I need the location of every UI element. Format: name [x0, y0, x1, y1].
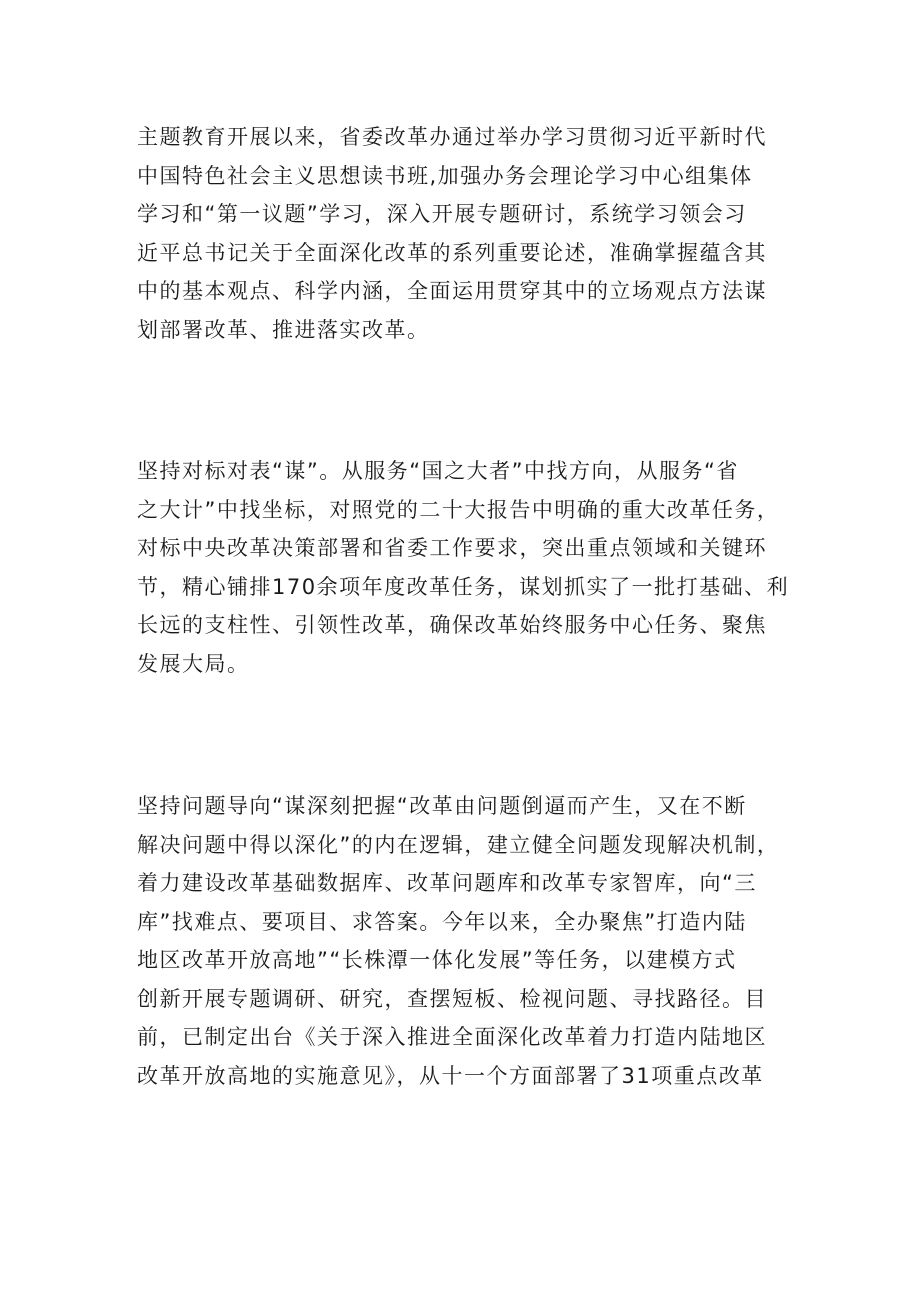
paragraph-problem-oriented: 坚持问题导向“谋深刻把握“改革由问题倒逼而产生，又在不断 解决问题中得以深化”的内在逻辑，建立健全问题发现解决机制， 着力建设改革基础数据库、改革问题库和改革专家智库，向“三 库”找难点、要项目、求答案。今年以来，全办聚焦”打造内陆 地区改革开放高地”“长株潭一体化发展”等任务，以建模方式 创新开展专题调研、研究，查摆短板、检视问题、寻找路径。目 前，已制定出台《关于深入推进全面深化改革着力打造内陆地区 改革开放高地的实施意见》，从十一个方面部署了31项重点改革: [137, 794, 780, 1088]
paragraph-theme-education: 主题教育开展以来，省委改革办通过举办学习贯彻习近平新时代 中国特色社会主义思想读书班,加强办务会理论学习中心组集体 学习和“第一议题”学习，深入开展专题研讨，系统学习领会习 近平总书记关于全面深化改革的系列重要论述，准确掌握蕴含其 中的基本观点、科学内涵，全面运用贯穿其中的立场观点方法谋 划部署改革、推进落实改革。: [137, 125, 767, 342]
paragraph-benchmark-planning: 坚持对标对表“谋”。从服务“国之大者”中找方向，从服务“省 之大计”中找坐标，对照党的二十大报告中明确的重大改革任务， 对标中央改革决策部署和省委工作要求，突出重点领域和关键环 节，精心铺排170余项年度改革任务，谋划抓实了一批打基础、利 长远的支柱性、引领性改革，确保改革始终服务中心任务、聚焦 发展大局。: [137, 459, 790, 676]
